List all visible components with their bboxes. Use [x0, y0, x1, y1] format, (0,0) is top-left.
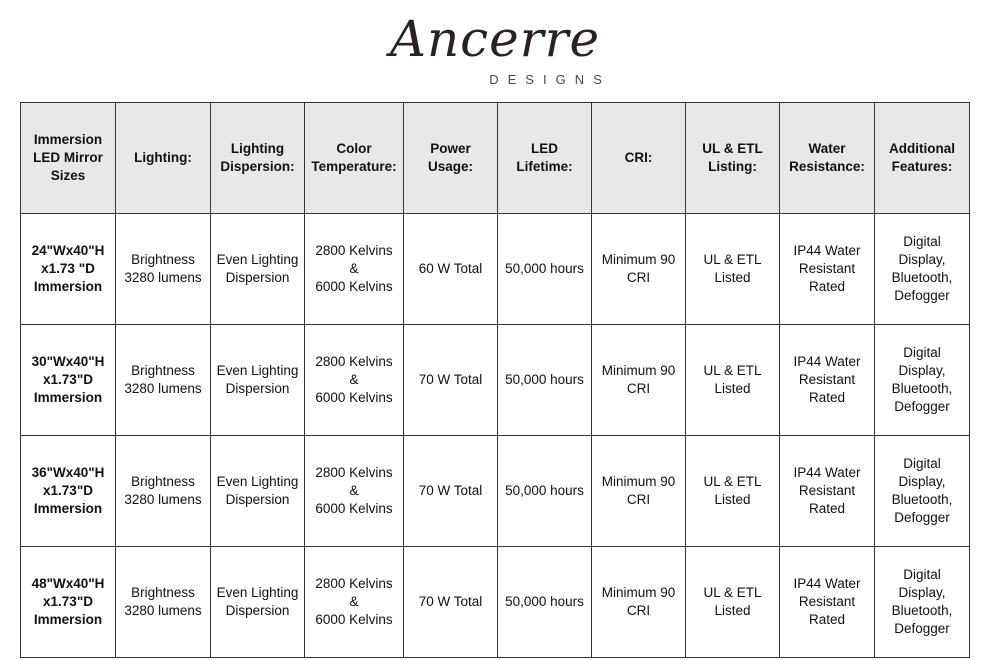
cell-line: Defogger	[894, 510, 950, 525]
header-sizes	[21, 103, 116, 214]
cell-sizes	[21, 214, 116, 325]
cell-lighting	[116, 436, 211, 547]
cell-color-temperature	[305, 436, 404, 547]
header-line: Features:	[891, 159, 953, 174]
cell-line: Immersion	[33, 279, 103, 294]
cell-dispersion	[211, 436, 305, 547]
cell-line: CRI	[626, 492, 651, 507]
cell-line: Digital	[903, 456, 941, 471]
cell-cri	[592, 325, 686, 436]
cell-water-resistance	[780, 214, 875, 325]
table-row	[21, 325, 970, 436]
header-dispersion	[211, 103, 305, 214]
header-lighting	[116, 103, 211, 214]
header-line: Usage:	[427, 159, 473, 174]
cell-led-lifetime	[498, 547, 592, 658]
table-row	[21, 436, 970, 547]
cell-water-resistance	[780, 436, 875, 547]
header-power-usage	[404, 103, 498, 214]
cell-line: Defogger	[894, 288, 950, 303]
cell-line: Brightness	[131, 363, 195, 378]
cell-line: Display,	[898, 252, 946, 267]
cell-line: Resistant	[798, 594, 856, 609]
cell-line: Digital	[903, 345, 941, 360]
cell-line: Minimum 90	[601, 252, 676, 267]
cell-line: Dispersion	[225, 381, 290, 396]
cell-line: Display,	[898, 585, 946, 600]
header-cri	[592, 103, 686, 214]
brand-subtitle: DESIGNS	[489, 72, 611, 87]
cell-cri	[592, 436, 686, 547]
cell-line: Brightness	[131, 252, 195, 267]
cell-sizes	[21, 325, 116, 436]
cell-line: 50,000 hours	[505, 372, 584, 387]
cell-listing	[686, 547, 780, 658]
cell-sizes	[21, 436, 116, 547]
header-line: UL & ETL	[702, 141, 763, 156]
cell-led-lifetime	[498, 436, 592, 547]
cell-line: Defogger	[894, 399, 950, 414]
header-led-lifetime	[498, 103, 592, 214]
cell-line: Dispersion	[225, 603, 290, 618]
header-line: CRI:	[624, 150, 653, 165]
cell-line: &	[349, 594, 359, 609]
cell-line: Minimum 90	[601, 474, 676, 489]
cell-line: Even Lighting	[216, 252, 299, 267]
cell-line: x1.73"D	[43, 483, 93, 498]
cell-dispersion	[211, 325, 305, 436]
cell-dispersion	[211, 214, 305, 325]
cell-lighting	[116, 214, 211, 325]
cell-line: Rated	[808, 390, 846, 405]
cell-color-temperature	[305, 547, 404, 658]
cell-led-lifetime	[498, 214, 592, 325]
cell-line: 2800 Kelvins	[315, 576, 393, 591]
cell-water-resistance	[780, 325, 875, 436]
cell-listing	[686, 436, 780, 547]
cell-line: 30"Wx40"H	[31, 354, 105, 369]
cell-line: Dispersion	[225, 270, 290, 285]
cell-line: Resistant	[798, 483, 856, 498]
cell-line: Bluetooth,	[891, 381, 953, 396]
cell-line: Even Lighting	[216, 585, 299, 600]
cell-additional-features	[875, 436, 970, 547]
cell-line: Defogger	[894, 621, 950, 636]
cell-line: 48"Wx40"H	[31, 576, 105, 591]
cell-line: Resistant	[798, 261, 856, 276]
cell-line: Brightness	[131, 474, 195, 489]
cell-power-usage	[404, 436, 498, 547]
cell-additional-features	[875, 547, 970, 658]
header-line: Dispersion:	[220, 159, 295, 174]
cell-lighting	[116, 325, 211, 436]
cell-line: UL & ETL	[703, 474, 762, 489]
spec-table	[20, 102, 970, 658]
cell-color-temperature	[305, 325, 404, 436]
brand-logo	[0, 8, 990, 100]
header-water-resistance	[780, 103, 875, 214]
cell-line: Digital	[903, 567, 941, 582]
cell-line: Rated	[808, 279, 846, 294]
cell-line: CRI	[626, 270, 651, 285]
cell-line: Resistant	[798, 372, 856, 387]
cell-line: Immersion	[33, 612, 103, 627]
cell-additional-features	[875, 325, 970, 436]
cell-line: 36"Wx40"H	[31, 465, 105, 480]
cell-line: Brightness	[131, 585, 195, 600]
cell-line: Bluetooth,	[891, 492, 953, 507]
cell-line: Even Lighting	[216, 363, 299, 378]
cell-line: Display,	[898, 474, 946, 489]
header-line: Immersion	[33, 132, 103, 147]
cell-line: Listed	[714, 603, 751, 618]
cell-line: 2800 Kelvins	[315, 354, 393, 369]
table-body	[21, 214, 970, 658]
cell-power-usage	[404, 325, 498, 436]
cell-line: IP44 Water	[793, 465, 861, 480]
cell-cri	[592, 214, 686, 325]
header-additional-features	[875, 103, 970, 214]
cell-line: Bluetooth,	[891, 603, 953, 618]
cell-color-temperature	[305, 214, 404, 325]
header-listing	[686, 103, 780, 214]
cell-line: IP44 Water	[793, 354, 861, 369]
cell-listing	[686, 214, 780, 325]
cell-line: Immersion	[33, 501, 103, 516]
cell-line: 70 W Total	[418, 372, 483, 387]
header-line: Temperature:	[311, 159, 397, 174]
header-line: Color	[336, 141, 372, 156]
cell-led-lifetime	[498, 325, 592, 436]
cell-line: 50,000 hours	[505, 261, 584, 276]
header-line: Water	[808, 141, 846, 156]
header-line: Resistance:	[789, 159, 865, 174]
cell-line: UL & ETL	[703, 585, 762, 600]
cell-line: 6000 Kelvins	[315, 501, 393, 516]
header-line: Listing:	[708, 159, 757, 174]
cell-power-usage	[404, 547, 498, 658]
header-color-temperature	[305, 103, 404, 214]
cell-power-usage	[404, 214, 498, 325]
cell-line: CRI	[626, 603, 651, 618]
cell-line: 6000 Kelvins	[315, 279, 393, 294]
cell-line: Listed	[714, 270, 751, 285]
cell-line: 3280 lumens	[124, 492, 202, 507]
cell-line: 3280 lumens	[124, 381, 202, 396]
header-line: LED Mirror	[33, 150, 103, 165]
cell-line: 50,000 hours	[505, 594, 584, 609]
header-row	[21, 103, 970, 214]
header-line: Lighting	[230, 141, 285, 156]
cell-line: x1.73"D	[43, 594, 93, 609]
cell-line: Display,	[898, 363, 946, 378]
header-line: LED	[531, 141, 558, 156]
header-line: Lifetime:	[516, 159, 573, 174]
cell-line: 50,000 hours	[505, 483, 584, 498]
cell-line: Bluetooth,	[891, 270, 953, 285]
cell-cri	[592, 547, 686, 658]
cell-listing	[686, 325, 780, 436]
cell-line: Minimum 90	[601, 585, 676, 600]
cell-line: 70 W Total	[418, 594, 483, 609]
cell-line: Digital	[903, 234, 941, 249]
table-row	[21, 214, 970, 325]
cell-line: 2800 Kelvins	[315, 243, 393, 258]
cell-sizes	[21, 547, 116, 658]
cell-line: &	[349, 261, 359, 276]
table-row	[21, 547, 970, 658]
cell-line: 6000 Kelvins	[315, 390, 393, 405]
cell-line: CRI	[626, 381, 651, 396]
cell-line: 3280 lumens	[124, 270, 202, 285]
header-line: Additional	[889, 141, 955, 156]
cell-line: 6000 Kelvins	[315, 612, 393, 627]
cell-line: UL & ETL	[703, 252, 762, 267]
cell-line: UL & ETL	[703, 363, 762, 378]
cell-line: Rated	[808, 501, 846, 516]
header-line: Sizes	[50, 168, 86, 183]
cell-line: Listed	[714, 381, 751, 396]
cell-line: &	[349, 372, 359, 387]
cell-water-resistance	[780, 547, 875, 658]
brand-name: Ancerre	[389, 10, 601, 68]
cell-line: Dispersion	[225, 492, 290, 507]
cell-lighting	[116, 547, 211, 658]
header-line: Lighting:	[134, 150, 192, 165]
cell-line: Rated	[808, 612, 846, 627]
cell-additional-features	[875, 214, 970, 325]
cell-line: Immersion	[33, 390, 103, 405]
cell-line: Even Lighting	[216, 474, 299, 489]
cell-line: x1.73"D	[43, 372, 93, 387]
cell-line: &	[349, 483, 359, 498]
cell-dispersion	[211, 547, 305, 658]
cell-line: Listed	[714, 492, 751, 507]
cell-line: 60 W Total	[418, 261, 483, 276]
cell-line: IP44 Water	[793, 576, 861, 591]
cell-line: Minimum 90	[601, 363, 676, 378]
cell-line: IP44 Water	[793, 243, 861, 258]
cell-line: x1.73 "D	[41, 261, 95, 276]
cell-line: 3280 lumens	[124, 603, 202, 618]
header-line: Power	[430, 141, 471, 156]
cell-line: 2800 Kelvins	[315, 465, 393, 480]
cell-line: 70 W Total	[418, 483, 483, 498]
cell-line: 24"Wx40"H	[31, 243, 105, 258]
